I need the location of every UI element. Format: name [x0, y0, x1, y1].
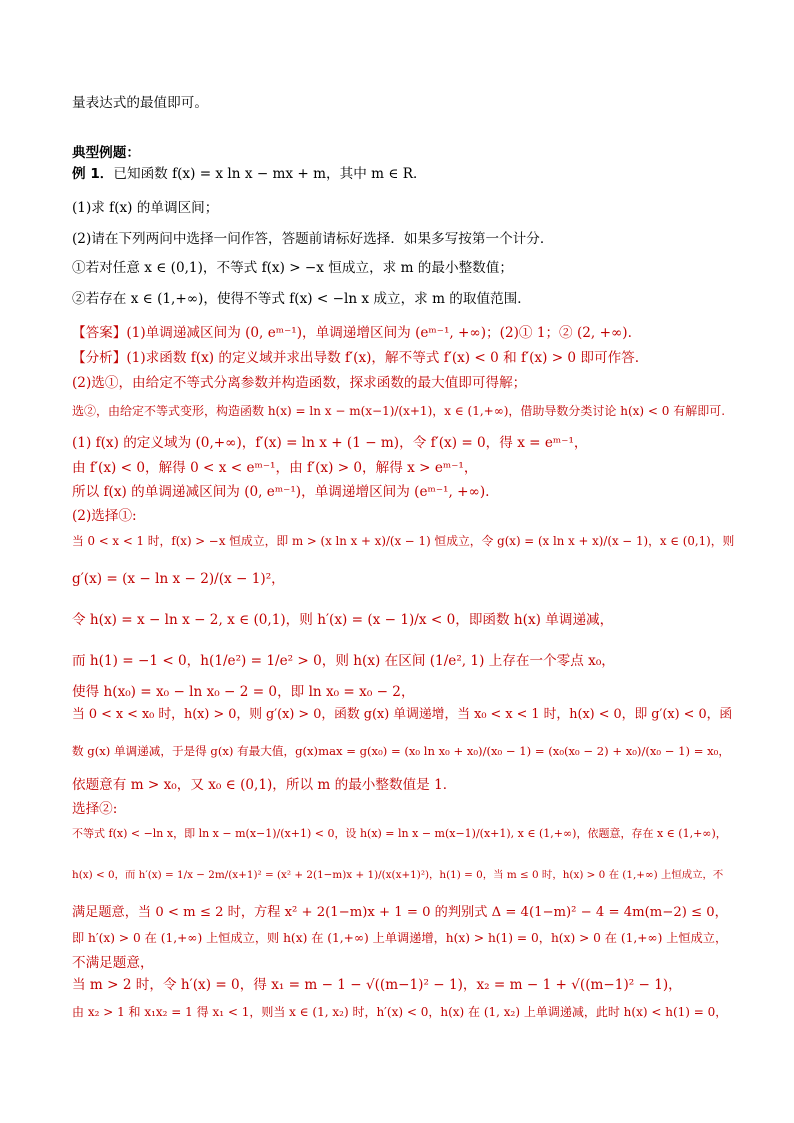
solution-line-12: 依题意有 m > x₀，又 x₀ ∈ (0,1)，所以 m 的最小整数值是 1． [72, 777, 457, 793]
solution-line-1: (1) f(x) 的定义域为 (0,+∞)，f′(x) = ln x + (1 − m)，令 f′(x) = 0，得 x = eᵐ⁻¹， [72, 435, 588, 451]
analysis-line-1 [72, 349, 639, 367]
answer-tag: 【答案】 [72, 325, 127, 341]
section-heading: 典型例题： [72, 145, 140, 161]
solution-line-10: 当 0 < x < x₀ 时，h(x) > 0，则 g′(x) > 0，函数 g(x) 单调递增，当 x₀ < x < 1 时，h(x) < 0，即 g′(x) < 0，函 [72, 707, 733, 722]
example-label: 例 1． [72, 166, 114, 182]
solution-line-14: 不等式 f(x) < −ln x，即 ln x − m(x−1)/(x+1) < 0，设 h(x) = ln x − m(x−1)/(x+1), x ∈ (1,+∞)，依题意，存在 x ∈ (1,+∞)， [72, 827, 727, 840]
analysis-text-1: (1)求函数 f(x) 的定义域并求出导数 f′(x)，解不等式 f′(x) < 0 和 f′(x) > 0 即可作答. [126, 350, 640, 366]
solution-line-11: 数 g(x) 单调递减，于是得 g(x) 有最大值，g(x)max = g(x₀) = (x₀ ln x₀ + x₀)/(x₀ − 1) = (x₀(x₀ − 2) + x₀)/(x₀ − 1) = x₀， [72, 744, 730, 758]
solution-line-4: (2)选择①: [72, 508, 137, 524]
analysis-line-2: (2)选①，由给定不等式分离参数并构造函数，探求函数的最大值即可得解； [72, 375, 527, 391]
solution-line-6: g′(x) = (x − ln x − 2)/(x − 1)²， [72, 571, 285, 587]
question-2: (2)请在下列两问中选择一问作答，答题前请标好选择．如果多写按第一个计分． [72, 231, 554, 247]
solution-line-7: 令 h(x) = x − ln x − 2, x ∈ (0,1)，则 h′(x) = (x − 1)/x < 0，即函数 h(x) 单调递减， [72, 612, 614, 628]
solution-line-13: 选择②: [72, 801, 118, 817]
question-1: (1)求 f(x) 的单调区间； [72, 200, 219, 216]
answer-line [72, 324, 632, 342]
question-2a: ①若对任意 x ∈ (0,1)，不等式 f(x) > −x 恒成立，求 m 的最小整数值； [72, 260, 513, 276]
answer-text: (1)单调递减区间为 (0, eᵐ⁻¹)，单调递增区间为 (eᵐ⁻¹, +∞)；(2)① 1；② (2, +∞). [126, 325, 632, 341]
solution-line-2: 由 f′(x) < 0，解得 0 < x < eᵐ⁻¹，由 f′(x) > 0，解得 x > eᵐ⁻¹， [72, 460, 478, 476]
solution-line-19: 当 m > 2 时，令 h′(x) = 0，得 x₁ = m − 1 − √((m−1)² − 1)，x₂ = m − 1 + √((m−1)² − 1)， [72, 977, 682, 993]
example-text: 已知函数 f(x) = x ln x − mx + m，其中 m ∈ R． [113, 166, 427, 182]
example-statement [72, 165, 427, 183]
solution-line-18: 不满足题意， [72, 955, 154, 971]
solution-line-8: 而 h(1) = −1 < 0，h(1/e²) = 1/e² > 0，则 h(x) 在区间 (1/e², 1) 上存在一个零点 x₀， [72, 653, 615, 669]
solution-line-3: 所以 f(x) 的单调递减区间为 (0, eᵐ⁻¹)，单调递增区间为 (eᵐ⁻¹, +∞). [72, 484, 490, 500]
solution-line-20: 由 x₂ > 1 和 x₁x₂ = 1 得 x₁ < 1，则当 x ∈ (1, x₂) 时，h′(x) < 0，h(x) 在 (1, x₂) 上单调递减，此时 h(x) < h(1) = 0， [72, 1005, 728, 1019]
question-2b: ②若存在 x ∈ (1,+∞)，使得不等式 f(x) < −ln x 成立，求 m 的取值范围． [72, 291, 531, 307]
intro-text: 量表达式的最值即可。 [72, 95, 208, 111]
solution-line-17: 即 h′(x) > 0 在 (1,+∞) 上恒成立，则 h(x) 在 (1,+∞) 上单调递增，h(x) > h(1) = 0，h(x) > 0 在 (1,+∞) 上恒成立， [72, 931, 728, 945]
analysis-tag: 【分析】 [72, 350, 127, 366]
solution-line-5: 当 0 < x < 1 时，f(x) > −x 恒成立，即 m > (x ln x + x)/(x − 1) 恒成立，令 g(x) = (x ln x + x)/(x − 1)，x ∈ (0,1)，则 [72, 534, 735, 548]
solution-line-16: 满足题意，当 0 < m ≤ 2 时，方程 x² + 2(1−m)x + 1 = 0 的判别式 Δ = 4(1−m)² − 4 = 4m(m−2) ≤ 0， [72, 905, 728, 920]
analysis-line-3: 选②，由给定不等式变形，构造函数 h(x) = ln x − m(x−1)/(x+1)，x ∈ (1,+∞)，借助导数分类讨论 h(x) < 0 有解即可. [72, 404, 726, 418]
solution-line-15: h(x) < 0，而 h′(x) = 1/x − 2m/(x+1)² = (x² + 2(1−m)x + 1)/(x(x+1)²)，h(1) = 0，当 m ≤ 0 时，h(x) > 0 在 (1,+∞) 上恒成立，不 [72, 869, 724, 881]
solution-line-9: 使得 h(x₀) = x₀ − ln x₀ − 2 = 0，即 ln x₀ = x₀ − 2， [72, 684, 415, 700]
